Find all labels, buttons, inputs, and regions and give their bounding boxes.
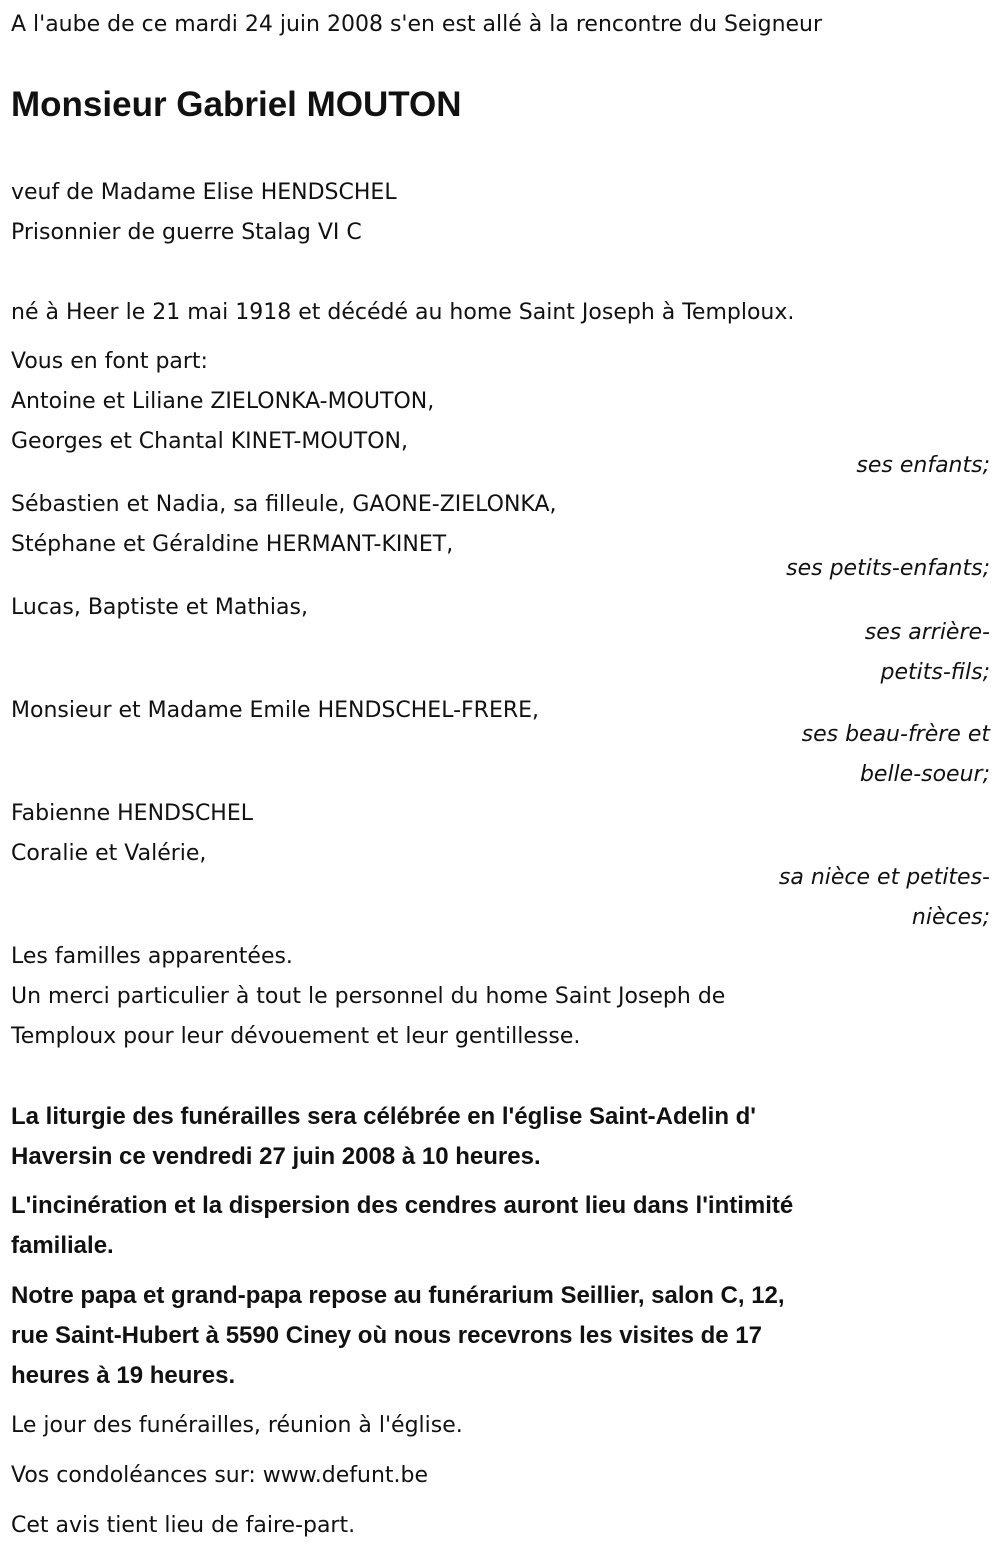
family-line: Fabienne HENDSCHEL: [11, 801, 254, 826]
family-role: ses beau-frère et: [801, 722, 990, 747]
family-role: petits-fils;: [880, 660, 990, 685]
family-role: belle-soeur;: [859, 762, 990, 787]
cremation-text: L'incinération et la dispersion des cendres auront lieu dans l'intimité: [11, 1192, 794, 1219]
family-role: ses arrière-: [864, 620, 990, 645]
families-text: Les familles apparentées.: [11, 944, 293, 969]
family-line: Antoine et Liliane ZIELONKA-MOUTON,: [11, 389, 435, 414]
announce-text: Vous en font part:: [11, 349, 208, 374]
liturgy-text: Haversin ce vendredi 27 juin 2008 à 10 heures.: [11, 1143, 541, 1170]
widower-text: veuf de Madame Elise HENDSCHEL: [11, 180, 397, 205]
family-line: Monsieur et Madame Emile HENDSCHEL-FRERE,: [11, 698, 540, 723]
liturgy-text: La liturgie des funérailles sera célébrée en l'église Saint-Adelin d': [11, 1103, 757, 1130]
family-role: sa nièce et petites-: [778, 865, 990, 890]
cremation-text: familiale.: [11, 1232, 114, 1259]
family-line: Stéphane et Géraldine HERMANT-KINET,: [11, 532, 454, 557]
family-role: ses enfants;: [856, 453, 990, 478]
family-line: Lucas, Baptiste et Mathias,: [11, 595, 308, 620]
rest-text: heures à 19 heures.: [11, 1362, 236, 1389]
birth-death-text: né à Heer le 21 mai 1918 et décédé au home Saint Joseph à Temploux.: [11, 300, 795, 325]
rest-text: rue Saint-Hubert à 5590 Ciney où nous recevrons les visites de 17: [11, 1322, 762, 1349]
meeting-text: Le jour des funérailles, réunion à l'église.: [11, 1413, 463, 1438]
intro-text: A l'aube de ce mardi 24 juin 2008 s'en est allé à la rencontre du Seigneur: [11, 12, 823, 37]
notice-text: Cet avis tient lieu de faire-part.: [11, 1513, 356, 1538]
thanks-text: Un merci particulier à tout le personnel du home Saint Joseph de: [11, 984, 726, 1009]
condolences-text: Vos condoléances sur: www.defunt.be: [11, 1463, 429, 1488]
family-line: Sébastien et Nadia, sa filleule, GAONE-ZIELONKA,: [11, 492, 557, 517]
deceased-name: Monsieur Gabriel MOUTON: [11, 85, 462, 124]
family-role: nièces;: [911, 905, 990, 930]
family-line: Georges et Chantal KINET-MOUTON,: [11, 429, 408, 454]
rest-text: Notre papa et grand-papa repose au funérarium Seillier, salon C, 12,: [11, 1282, 785, 1309]
prisoner-text: Prisonnier de guerre Stalag VI C: [11, 220, 362, 245]
family-line: Coralie et Valérie,: [11, 841, 207, 866]
family-role: ses petits-enfants;: [786, 556, 990, 581]
thanks-text: Temploux pour leur dévouement et leur gentillesse.: [11, 1024, 581, 1049]
